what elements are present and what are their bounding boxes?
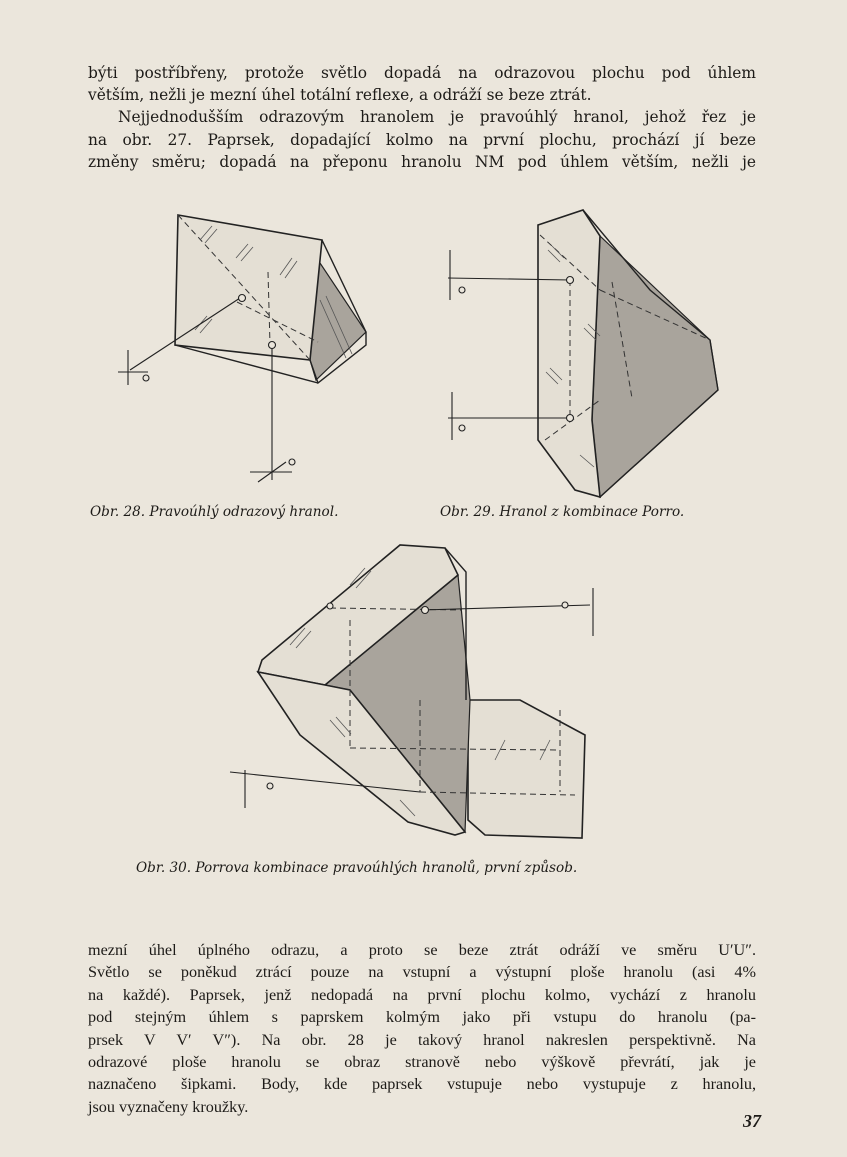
text-line: odrazové ploše hranolu se obraz stranově nebo výškově převrátí, jak je — [88, 1053, 756, 1072]
page-number: 37 — [743, 1111, 761, 1131]
text-line: Světlo se poněkud ztrácí pouze na vstupní a výstupní ploše hranolu (asi 4% — [88, 963, 756, 982]
figure-28-prism-drawing — [118, 215, 366, 482]
text-line: býti postříbřeny, protože světlo dopadá na odrazovou plochu pod úhlem — [88, 64, 756, 82]
text-line: Nejjednodušším odrazovým hranolem je pravoúhlý hranol, jehož řez je — [118, 108, 756, 127]
figure-29-prism-drawing — [448, 210, 718, 497]
text-line: změny směru; dopadá na přeponu hranolu NM pod úhlem větším, nežli je — [88, 152, 756, 171]
text-line: prsek V V′ V″). Na obr. 28 je takový hranol nakreslen perspektivně. Na — [88, 1030, 756, 1049]
text-line: pod stejným úhlem s paprskem kolmým jako při vstupu do hranolu (pa- — [88, 1008, 756, 1027]
text-line: na obr. 27. Paprsek, dopadající kolmo na první plochu, prochází jí beze — [88, 130, 756, 149]
figure-30-caption: Obr. 30. Porrova kombinace pravoúhlých hranolů, první způsob. — [136, 860, 578, 876]
text-line: větším, nežli je mezní úhel totální reflexe, a odráží se beze ztrát. — [88, 86, 592, 105]
figure-29-caption: Obr. 29. Hranol z kombinace Porro. — [440, 504, 685, 520]
text-line: na každé). Paprsek, jenž nedopadá na první plochu kolmo, vychází z hranolu — [88, 985, 756, 1004]
text-line: jsou vyznačeny kroužky. — [88, 1097, 249, 1116]
text-line: naznačeno šipkami. Body, kde paprsek vstupuje nebo vystupuje z hranolu, — [88, 1075, 756, 1094]
figure-30-prism-drawing — [230, 545, 593, 838]
text-line: mezní úhel úplného odrazu, a proto se beze ztrát odráží ve směru U′U″. — [88, 941, 756, 959]
bottom-paragraph — [88, 939, 756, 1118]
figure-28-caption: Obr. 28. Pravoúhlý odrazový hranol. — [90, 504, 339, 520]
